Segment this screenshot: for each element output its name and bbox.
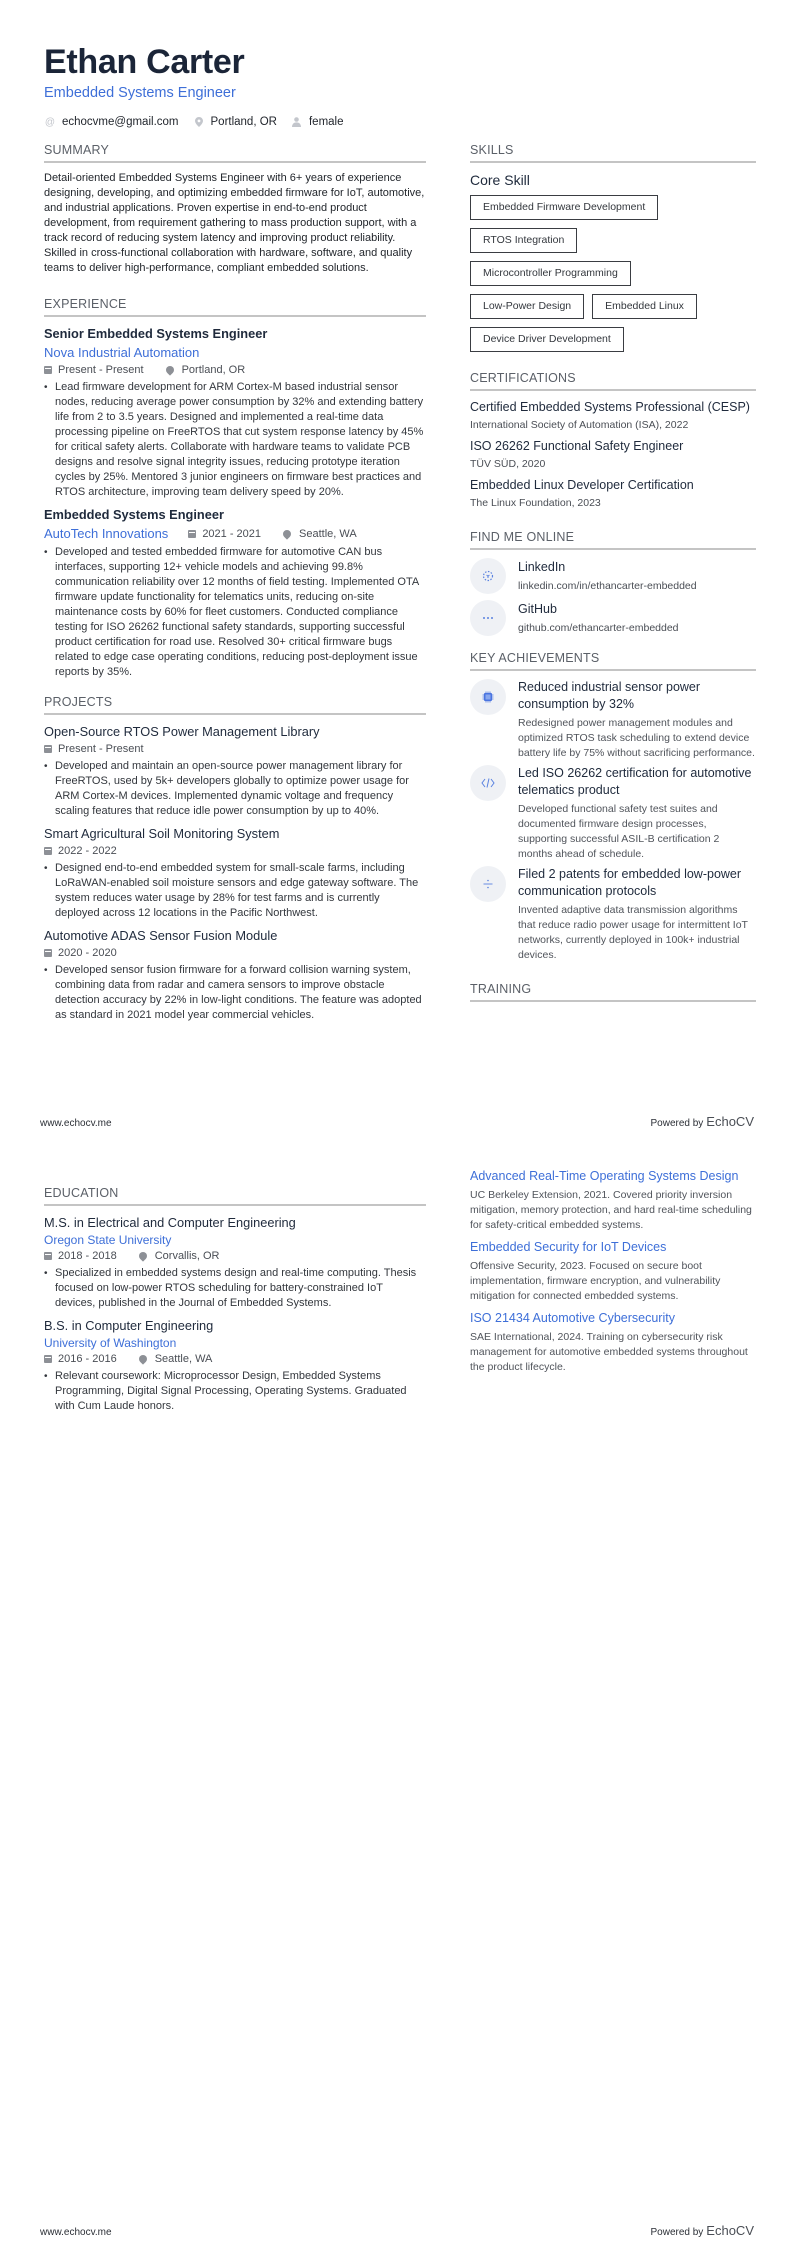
project-bullet-text: Developed sensor fusion firmware for a forward collision warning system, combining data from radar and camera sensors to improve obstacle detection accuracy by 22% in low-light conditions. The feature was adopted as standard in 2021 model year commercial vehicles. xyxy=(55,964,422,1021)
job-meta xyxy=(44,362,426,378)
calendar-icon xyxy=(44,949,52,957)
project-dates: 2022 - 2022 xyxy=(58,845,117,857)
bullet-dot: • xyxy=(44,1268,48,1279)
key-achievements-heading: KEY ACHIEVEMENTS xyxy=(470,650,756,671)
summary-text: Detail-oriented Embedded Systems Engineer with 6+ years of experience designing, developing, and optimizing embedded firmware for IoT, automotive, and industrial applications. Proven expertise in end-to-end product development, from requirement gathering to mass production support, with a track record of reducing system latency and improving product reliability. Skilled in cross-functional collaboration with hardware, software, and quality teams to deliver high-performance, compliant embedded solutions. xyxy=(44,172,425,274)
job-dates: Present - Present xyxy=(58,364,144,376)
skill-tag: Low-Power Design xyxy=(470,294,584,319)
contact-location xyxy=(193,116,277,128)
education-bullet xyxy=(44,1369,426,1414)
training-item xyxy=(470,1168,756,1233)
project-bullet xyxy=(44,759,426,819)
skills-section xyxy=(470,142,756,360)
project-dates: 2020 - 2020 xyxy=(58,947,117,959)
contact-email-text: echocvme@gmail.com xyxy=(62,116,179,128)
certification-item xyxy=(470,477,756,511)
degree-title: B.S. in Computer Engineering xyxy=(44,1318,214,1333)
education-bullet xyxy=(44,1266,426,1311)
education-dates: 2018 - 2018 xyxy=(58,1250,117,1262)
project-bullet xyxy=(44,861,426,921)
education-heading: EDUCATION xyxy=(44,1185,426,1206)
resume-header xyxy=(44,42,358,128)
skill-tag: Microcontroller Programming xyxy=(470,261,631,286)
contact-bar xyxy=(44,116,358,128)
online-link-url[interactable]: github.com/ethancarter-embedded xyxy=(518,622,679,634)
contact-gender-text: female xyxy=(308,116,344,128)
achievement-item xyxy=(470,866,756,963)
page-footer xyxy=(40,2223,754,2238)
training-item xyxy=(470,1239,756,1304)
skill-tag: Embedded Linux xyxy=(592,294,697,319)
job-bullet xyxy=(44,545,426,680)
location-pin-icon xyxy=(164,364,175,375)
education-meta xyxy=(44,1351,426,1367)
find-me-online-section xyxy=(470,529,756,636)
online-link-url[interactable]: linkedin.com/in/ethancarter-embedded xyxy=(518,580,697,592)
skill-tags xyxy=(470,195,756,360)
achievement-description: Invented adaptive data transmission algorithms that reduce radio power usage for intermittent IoT networks, currently deployed in 100k+ industrial devices. xyxy=(518,904,748,961)
certification-issuer: TÜV SÜD, 2020 xyxy=(470,458,546,470)
education-location: Seattle, WA xyxy=(154,1353,213,1365)
certification-item xyxy=(470,438,756,472)
project-bullet-text: Developed and maintain an open-source power management library for FreeRTOS, used by 5k+ developers globally to optimize power usage for ARM Cortex-M devices. Implemented dynamic voltage and frequency scaling features that reduce idle power consumption by up to 40%. xyxy=(55,760,409,817)
training-description: SAE International, 2024. Training on cybersecurity risk management for automotive embedded systems throughout the product lifecycle. xyxy=(470,1331,748,1373)
footer-brand[interactable]: EchoCV xyxy=(706,1114,754,1129)
degree-title: M.S. in Electrical and Computer Engineering xyxy=(44,1215,296,1230)
certification-issuer: The Linux Foundation, 2023 xyxy=(470,497,601,509)
school-name: University of Washington xyxy=(44,1336,177,1350)
education-item xyxy=(44,1317,426,1414)
skill-group-title: Core Skill xyxy=(470,172,530,188)
calendar-icon xyxy=(44,366,52,374)
training-title: Advanced Real-Time Operating Systems Design xyxy=(470,1169,739,1183)
online-link-name: LinkedIn xyxy=(518,560,566,574)
company-name: Nova Industrial Automation xyxy=(44,345,200,360)
calendar-icon xyxy=(44,847,52,855)
online-link-linkedin[interactable] xyxy=(470,558,756,594)
education-dates: 2016 - 2016 xyxy=(58,1353,117,1365)
github-icon xyxy=(470,600,506,636)
certifications-section xyxy=(470,370,756,511)
chip-icon xyxy=(470,679,506,715)
project-title: Automotive ADAS Sensor Fusion Module xyxy=(44,928,278,943)
training-title: ISO 21434 Automotive Cybersecurity xyxy=(470,1311,675,1325)
achievement-title: Filed 2 patents for embedded low-power communication protocols xyxy=(518,867,742,898)
company-name: AutoTech Innovations xyxy=(44,526,169,541)
project-item xyxy=(44,723,426,819)
job-title: Senior Embedded Systems Engineer xyxy=(44,326,268,341)
experience-item xyxy=(44,506,426,680)
skills-heading: SKILLS xyxy=(470,142,756,163)
skill-tag: Embedded Firmware Development xyxy=(470,195,658,220)
project-item xyxy=(44,927,426,1023)
bullet-dot: • xyxy=(44,761,48,772)
job-dates: 2021 - 2021 xyxy=(202,527,262,540)
training-description: UC Berkeley Extension, 2021. Covered priority inversion mitigation, memory protection, and hard real-time scheduling for safety-critical embedded systems. xyxy=(470,1189,752,1231)
experience-item xyxy=(44,325,426,500)
training-item xyxy=(470,1310,756,1375)
key-achievements-section xyxy=(470,650,756,963)
bullet-dot: • xyxy=(44,382,48,393)
certification-name: Embedded Linux Developer Certification xyxy=(470,478,694,492)
bullet-dot: • xyxy=(44,965,48,976)
certification-name: Certified Embedded Systems Professional (CESP) xyxy=(470,400,750,414)
achievement-item xyxy=(470,679,756,761)
right-column xyxy=(470,1168,756,1381)
code-icon xyxy=(470,765,506,801)
candidate-name: Ethan Carter xyxy=(44,43,245,81)
experience-heading: EXPERIENCE xyxy=(44,296,426,317)
footer-brand[interactable]: EchoCV xyxy=(706,2223,754,2238)
linkedin-icon xyxy=(470,558,506,594)
location-pin-icon xyxy=(137,1353,148,1364)
experience-section xyxy=(44,296,426,680)
calendar-icon xyxy=(44,1252,52,1260)
training-title: Embedded Security for IoT Devices xyxy=(470,1240,667,1254)
candidate-role: Embedded Systems Engineer xyxy=(44,85,236,101)
bullet-dot: • xyxy=(44,547,48,558)
project-title: Open-Source RTOS Power Management Library xyxy=(44,724,320,739)
certification-name: ISO 26262 Functional Safety Engineer xyxy=(470,439,684,453)
project-bullet-text: Designed end-to-end embedded system for small-scale farms, including LoRaWAN-enabled soil moisture sensors and edge gateway software. The system reduces water usage by 28% for test farms and is currently deployed across 12 locations in the Pacific Northwest. xyxy=(55,862,419,919)
training-description: Offensive Security, 2023. Focused on secure boot implementation, firmware encryption, and vulnerability mitigation for connected embedded systems. xyxy=(470,1260,721,1302)
location-pin-icon xyxy=(193,116,205,128)
job-location: Seattle, WA xyxy=(299,527,357,540)
at-icon: @ xyxy=(44,116,56,128)
projects-section xyxy=(44,694,426,1023)
project-title: Smart Agricultural Soil Monitoring System xyxy=(44,826,280,841)
contact-gender xyxy=(291,116,344,128)
calendar-icon xyxy=(44,1355,52,1363)
certification-issuer: International Society of Automation (ISA), 2022 xyxy=(470,419,689,431)
project-dates: Present - Present xyxy=(58,743,144,755)
certification-item xyxy=(470,399,756,433)
job-bullet-text: Developed and tested embedded firmware for automotive CAN bus interfaces, supporting 12+ vehicle models and achieving 99.8% communication reliability over 12 months of field testing. Implemented OTA firmware update functionality for telematics units, reducing on-site maintenance costs by 60% for fleet customers. Conducted compliance testing for ISO 26262 functional safety standards, supporting successful product certification for road use. Resolved 30+ critical firmware bugs related to edge case operating conditions, reducing post-deployment issue reports by 35%. xyxy=(55,546,419,678)
right-column xyxy=(470,142,756,1010)
person-icon xyxy=(291,116,303,128)
job-bullet-text: Lead firmware development for ARM Cortex-M based industrial sensor nodes, reducing average power consumption by 32% and extending battery life from 2 to 3.5 years. Designed and implemented a real-time data processing pipeline on FreeRTOS that cut system response latency by 45% for critical safety alerts. Collaborate with hardware teams to validate PCB designs and resolve signal integrity issues, reducing prototype iteration cycles by 25%. Mentored 3 junior engineers on firmware best practices and RTOS architecture, improving team delivery speed by 20%. xyxy=(55,381,424,498)
job-meta xyxy=(44,524,426,543)
training-heading: TRAINING xyxy=(470,981,756,1002)
left-column xyxy=(44,1185,426,1420)
job-title: Embedded Systems Engineer xyxy=(44,507,224,522)
contact-email[interactable] xyxy=(44,116,179,128)
footer-site-link[interactable]: www.echocv.me xyxy=(40,1118,112,1129)
find-me-online-heading: FIND ME ONLINE xyxy=(470,529,756,550)
achievement-title: Reduced industrial sensor power consumption by 32% xyxy=(518,680,701,711)
contact-location-text: Portland, OR xyxy=(210,116,277,128)
calendar-icon xyxy=(188,530,196,538)
location-pin-icon xyxy=(137,1250,148,1261)
project-item xyxy=(44,825,426,921)
job-location: Portland, OR xyxy=(181,364,246,376)
skill-tag: Device Driver Development xyxy=(470,327,624,352)
achievement-description: Redesigned power management modules and optimized RTOS task scheduling to extend device battery life by 75% without sacrificing performance. xyxy=(518,717,755,759)
calendar-icon xyxy=(44,745,52,753)
powered-by-label: Powered by xyxy=(650,2227,704,2238)
projects-heading: PROJECTS xyxy=(44,694,426,715)
achievement-title: Led ISO 26262 certification for automotive telematics product xyxy=(518,766,752,797)
footer-site-link[interactable]: www.echocv.me xyxy=(40,2227,112,2238)
job-bullet xyxy=(44,380,426,500)
divide-icon xyxy=(470,866,506,902)
training-section xyxy=(470,981,756,1002)
skill-tag: RTOS Integration xyxy=(470,228,577,253)
bullet-dot: • xyxy=(44,1371,48,1382)
location-pin-icon xyxy=(281,528,292,539)
training-list xyxy=(470,1168,756,1375)
education-bullet-text: Specialized in embedded systems design and real-time computing. Thesis focused on low-power RTOS scheduling for battery-constrained IoT devices, published in the Journal of Embedded Systems. xyxy=(55,1267,417,1309)
school-name: Oregon State University xyxy=(44,1233,172,1247)
summary-heading: SUMMARY xyxy=(44,142,426,163)
online-link-github[interactable] xyxy=(470,600,756,636)
achievement-description: Developed functional safety test suites and documented firmware design processes, supporting successful ASIL-B certification 2 months ahead of schedule. xyxy=(518,803,720,860)
online-link-name: GitHub xyxy=(518,602,557,616)
left-column xyxy=(44,142,426,1029)
project-bullet xyxy=(44,963,426,1023)
education-bullet-text: Relevant coursework: Microprocessor Design, Embedded Systems Programming, Digital Signal Processing, Operating Systems. Graduated with Cum Laude honors. xyxy=(55,1370,407,1412)
education-item xyxy=(44,1214,426,1311)
education-section xyxy=(44,1185,426,1414)
certifications-heading: CERTIFICATIONS xyxy=(470,370,756,391)
powered-by-label: Powered by xyxy=(650,1118,704,1129)
summary-section xyxy=(44,142,426,276)
education-location: Corvallis, OR xyxy=(154,1250,220,1262)
resume-page-2 xyxy=(0,1123,794,2246)
achievement-item xyxy=(470,765,756,862)
bullet-dot: • xyxy=(44,863,48,874)
education-meta xyxy=(44,1248,426,1264)
footer-powered-by xyxy=(650,2223,754,2238)
